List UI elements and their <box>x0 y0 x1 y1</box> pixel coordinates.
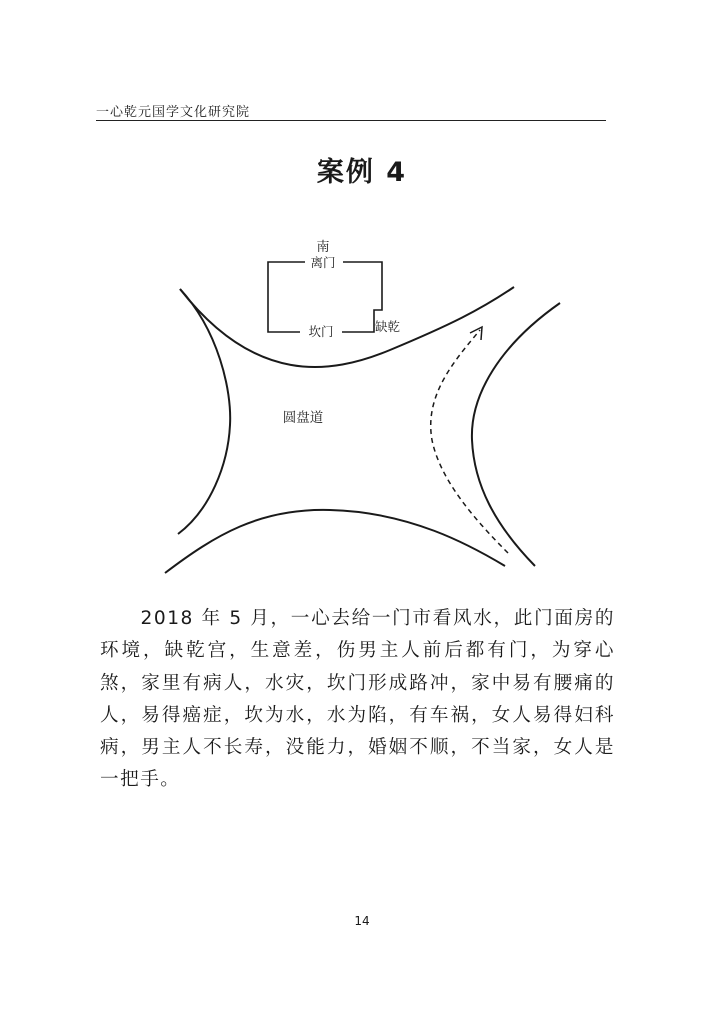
road-curve-top <box>180 287 514 367</box>
label-roundabout: 圆盘道 <box>282 410 324 426</box>
road-curve-left <box>178 289 230 534</box>
label-south: 南 <box>316 240 330 255</box>
arrow-head <box>470 327 482 340</box>
road-curve-bottom <box>165 510 505 573</box>
label-kan-gate: 坎门 <box>308 324 334 339</box>
shop-outline <box>268 262 305 332</box>
label-missing-qian: 缺乾 <box>375 319 401 334</box>
label-li-gate: 离门 <box>310 255 336 270</box>
running-header: 一心乾元国学文化研究院 <box>96 105 251 120</box>
case-title: 案例 4 <box>316 157 408 188</box>
page-number: 14 <box>354 914 370 928</box>
road-curve-right <box>472 303 560 566</box>
case-description: 2018 年 5 月，一心去给一门市看风水，此门面房的环境，缺乾宫，生意差，伤男主人前后都有门，为穿心煞，家里有病人，水灾，坎门形成路冲，家中易有腰痛的人，易得癌症，坎为水，水为陷，有车祸，女人易得妇科病，男主人不长寿，没能力，婚姻不顺，不当家，女人是一把手。 <box>100 608 615 791</box>
